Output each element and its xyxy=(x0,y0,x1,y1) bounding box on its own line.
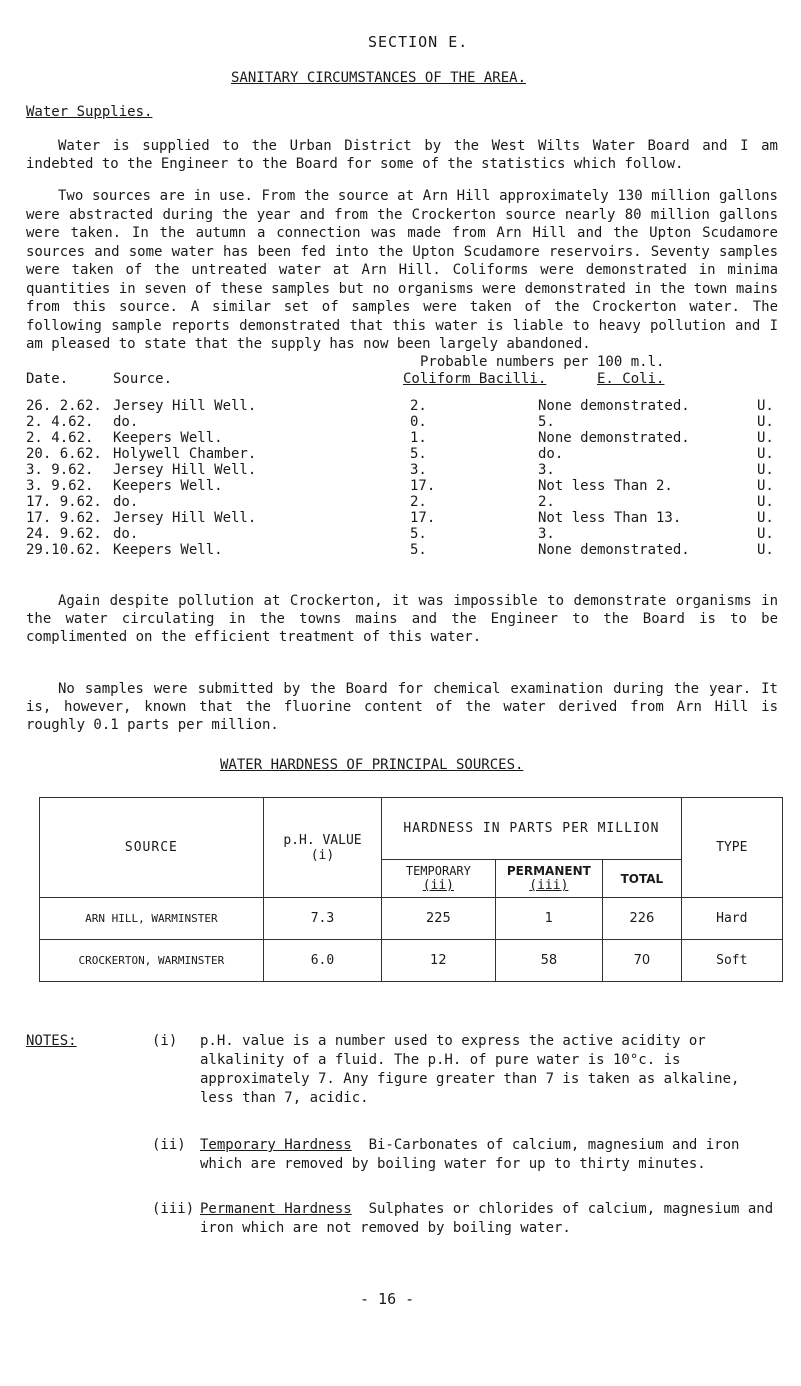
sample-date-cell: 2. 4.62. xyxy=(26,430,94,446)
paragraph-4: No samples were submitted by the Board for chemical examination during the year. It is, however, known that the fluorine content of the water derived from Arn Hill is roughly 0.1 parts per million. xyxy=(26,681,778,733)
sample-ecoli-cell: Not less Than 13. xyxy=(538,510,682,526)
row-type: Soft xyxy=(681,940,782,982)
section-title: SANITARY CIRCUMSTANCES OF THE AREA. xyxy=(231,70,527,86)
table-header-total: TOTAL xyxy=(603,860,681,898)
notes-label: NOTES: xyxy=(26,1033,77,1049)
sample-coliform-cell: 2. xyxy=(410,398,427,414)
sample-date-cell: 3. 9.62. xyxy=(26,478,94,494)
hardness-table-title: WATER HARDNESS OF PRINCIPAL SOURCES. xyxy=(220,757,524,773)
sample-source-cell: Holywell Chamber. xyxy=(113,446,257,462)
sample-coliform-cell: 5. xyxy=(410,542,427,558)
row-type: Hard xyxy=(681,898,782,940)
sample-coliform-cell: 17. xyxy=(410,478,436,494)
row-source: ARN HILL, WARMINSTER xyxy=(40,898,264,940)
sample-ecoli-cell: None demonstrated. xyxy=(538,430,690,446)
source-header: Source. xyxy=(113,371,173,387)
date-column xyxy=(26,397,102,557)
sample-coliform-cell: 1. xyxy=(410,430,427,446)
water-supplies-heading: Water Supplies. xyxy=(26,104,153,120)
sample-u-cell: U. xyxy=(757,478,774,494)
water-paragraph-2: Two sources are in use. From the source at Arn Hill approximately 130 million gallons were abstracted during the year and from the Crockerton source nearly 80 million gallons were taken. In the autumn a connection was made from Arn Hill and the Upton Scudamore sources and some water has been fed into the Upton Scudamore reservoirs. Seventy samples were taken of the untreated water at Arn Hill. Coliforms were demonstrated in minima quantities in seven of these samples but no organisms were demonstrated in the town mains from this source. A similar set of samples were taken of the Crockerton water. The following sample reports demonstrated that this water is liable to heavy pollution and I am pleased to state that the supply has now been largely abandoned. xyxy=(26,188,778,352)
note-1-text: p.H. value is a number used to express the active acidity or alkalinity of a fluid. The p.H. of pure water is 10°c. is approximately 7. Any figure greater than 7 is taken as alkaline, less than 7, acidic. xyxy=(200,1033,740,1106)
sample-u-cell: U. xyxy=(757,494,774,510)
row-total: 226 xyxy=(603,898,681,940)
sample-date-cell: 29.10.62. xyxy=(26,542,102,558)
table-header-source: SOURCE xyxy=(40,798,264,898)
coliform-column xyxy=(410,397,435,557)
row-permanent: 1 xyxy=(495,898,603,940)
note-3-text: Permanent Hardness Sulphates or chlorides of calcium, magnesium and iron which are not removed by boiling water. xyxy=(200,1201,774,1236)
row-temporary: 225 xyxy=(382,898,495,940)
sample-date-cell: 26. 2.62. xyxy=(26,398,102,414)
note-2-number: (ii) xyxy=(152,1137,186,1153)
row-permanent: 58 xyxy=(495,940,603,982)
sample-coliform-cell: 2. xyxy=(410,494,427,510)
ecoli-column xyxy=(538,397,690,557)
probable-header: Probable numbers per 100 m.l. xyxy=(420,354,665,370)
sample-source-cell: do. xyxy=(113,414,139,430)
sample-u-cell: U. xyxy=(757,462,774,478)
sample-date-cell: 17. 9.62. xyxy=(26,510,102,526)
note-1-number: (i) xyxy=(152,1033,178,1049)
sample-coliform-cell: 0. xyxy=(410,414,427,430)
sample-ecoli-cell: 2. xyxy=(538,494,555,510)
sample-u-cell: U. xyxy=(757,542,774,558)
sample-coliform-cell: 5. xyxy=(410,526,427,542)
sample-u-cell: U. xyxy=(757,526,774,542)
page-number: - 16 - xyxy=(360,1290,415,1308)
paragraph-3: Again despite pollution at Crockerton, it was impossible to demonstrate organisms in the water circulating in the towns mains and the Engineer to the Board is to be complimented on the efficient treatment of this water. xyxy=(26,593,778,645)
note-2-text: Temporary Hardness Bi-Carbonates of calcium, magnesium and iron which are removed by boiling water for up to thirty minutes. xyxy=(200,1137,740,1172)
sample-source-cell: Keepers Well. xyxy=(113,542,223,558)
sample-date-cell: 2. 4.62. xyxy=(26,414,94,430)
sample-u-cell: U. xyxy=(757,430,774,446)
sample-source-cell: Jersey Hill Well. xyxy=(113,510,257,526)
sample-source-cell: Jersey Hill Well. xyxy=(113,398,257,414)
sample-ecoli-cell: Not less Than 2. xyxy=(538,478,673,494)
table-header-ph: p.H. VALUE (i) xyxy=(263,798,381,898)
table-header-permanent: PERMANENT (iii) xyxy=(495,860,603,898)
sample-date-cell: 24. 9.62. xyxy=(26,526,102,542)
sample-u-cell: U. xyxy=(757,510,774,526)
sample-coliform-cell: 3. xyxy=(410,462,427,478)
sample-u-cell: U. xyxy=(757,414,774,430)
table-header-temporary: TEMPORARY (ii) xyxy=(382,860,495,898)
row-ph: 6.0 xyxy=(263,940,381,982)
sample-u-cell: U. xyxy=(757,398,774,414)
sample-date-cell: 3. 9.62. xyxy=(26,462,94,478)
sample-ecoli-cell: None demonstrated. xyxy=(538,398,690,414)
sample-ecoli-cell: None demonstrated. xyxy=(538,542,690,558)
sample-source-cell: Keepers Well. xyxy=(113,478,223,494)
date-header: Date. xyxy=(26,371,69,387)
note-3-number: (iii) xyxy=(152,1201,195,1217)
table-header-hardness: HARDNESS IN PARTS PER MILLION xyxy=(382,798,681,860)
row-ph: 7.3 xyxy=(263,898,381,940)
table-row xyxy=(40,940,783,982)
table-row xyxy=(40,898,783,940)
sample-ecoli-cell: 3. xyxy=(538,462,555,478)
sample-ecoli-cell: 3. xyxy=(538,526,555,542)
table-header-type: TYPE xyxy=(681,798,782,898)
sample-coliform-cell: 17. xyxy=(410,510,436,526)
source-column xyxy=(113,397,256,557)
sample-ecoli-cell: 5. xyxy=(538,414,555,430)
row-temporary: 12 xyxy=(382,940,495,982)
water-paragraph-1: Water is supplied to the Urban District by the West Wilts Water Board and I am indebted to the Engineer to the Board for some of the statistics which follow. xyxy=(26,138,778,172)
sample-date-cell: 17. 9.62. xyxy=(26,494,102,510)
u-column xyxy=(757,397,774,557)
row-total: 70 xyxy=(603,940,681,982)
ecoli-header: E. Coli. xyxy=(597,371,665,387)
sample-source-cell: Jersey Hill Well. xyxy=(113,462,257,478)
hardness-table xyxy=(39,797,783,982)
sample-source-cell: do. xyxy=(113,526,139,542)
sample-u-cell: U. xyxy=(757,446,774,462)
section-label: SECTION E. xyxy=(368,33,469,51)
sample-source-cell: do. xyxy=(113,494,139,510)
sample-ecoli-cell: do. xyxy=(538,446,564,462)
sample-date-cell: 20. 6.62. xyxy=(26,446,102,462)
coliform-header: Coliform Bacilli. xyxy=(403,371,547,387)
sample-coliform-cell: 5. xyxy=(410,446,427,462)
sample-source-cell: Keepers Well. xyxy=(113,430,223,446)
row-source: CROCKERTON, WARMINSTER xyxy=(40,940,264,982)
